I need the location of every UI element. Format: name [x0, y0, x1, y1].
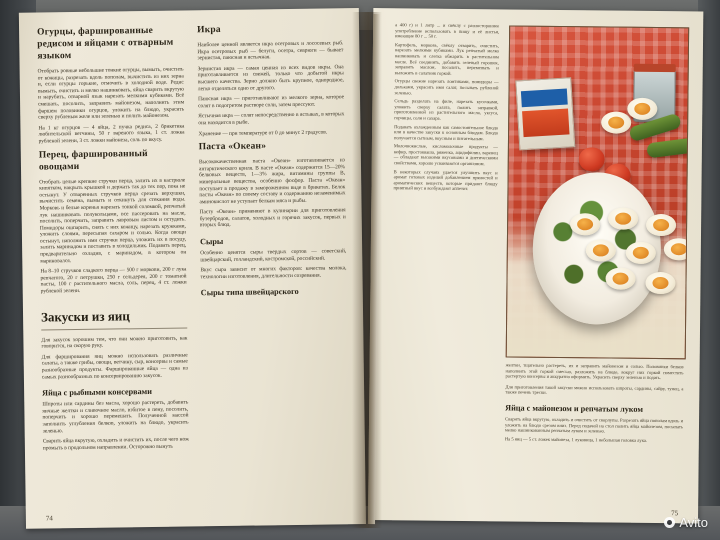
stuffed-egg — [645, 272, 675, 294]
left-page-column-1 — [37, 25, 190, 513]
photo-caption-paragraph: Для приготовления такой закуски можно использовать шпроты, сардины, сайру, тунец, а также печень трески. — [505, 384, 684, 396]
stuffed-egg — [626, 242, 656, 264]
recipe-heading-cheese: Сыры — [199, 237, 224, 247]
recipe-ingredients: На 5 яиц — 5 ст. ложек майонеза, 1 луковица, 1 небольшая головка лука. — [504, 436, 648, 443]
box-label-red — [522, 108, 569, 137]
recipe-heading-eggs-with-fish: Яйца с рыбными консервами — [42, 387, 153, 398]
page-paragraph: Подавать охлажденным как самостоятельное блюдо или в качестве закуски к основным блюдам. Блюдо получается сытным, вкусным и питательным. — [393, 123, 499, 141]
photo-caption-paragraph: желтки, тщательно растереть, их и заправить майонезом и солью. Половинки белков наполнить этой горкой смесью, разложить на блюде, вокруг них горкой поместить растертую консервы и аккуратно оформить. Украсить сверху зеленью и подать. — [505, 362, 684, 381]
page-paragraph: Молочнокислые, кисломолочные продукты — кефир, простокваша, ряженка, ацидофилин, варенец — обладают высокими вкусовыми и диетическими свойствами, хорошо усваиваются организмом. — [393, 143, 498, 167]
recipe-paragraph: Особенно ценятся сыры твердых сортов — советский, швейцарский, голландский, костромской, российский. — [200, 248, 347, 263]
egg-half — [627, 98, 657, 120]
stuffed-egg — [570, 213, 600, 235]
stuffed-egg — [664, 238, 689, 260]
egg-filling — [652, 277, 668, 289]
egg-filling — [615, 213, 631, 225]
stuffed-egg — [608, 207, 638, 229]
recipe-heading-caviar: Икра — [197, 24, 221, 36]
jar-cap — [634, 64, 676, 72]
page-paragraph: Сельдь разделать на филе, нарезать кусочками, уложить сверху салата, полить заправкой, приготовленной из растительного масла, уксуса, горчицы, соли и сахара. — [394, 98, 499, 121]
book-page-left — [19, 8, 366, 529]
page-number-left: 74 — [45, 514, 53, 523]
avito-logo-icon — [664, 517, 675, 528]
recipe-paragraph: Зернистая икра — самая ценная из всех видов икры. Она приготавливается из свежей, только что добытой икры высшего качества. Зерно должно быть крупное, однородное, легко отделяться одно от другого. — [197, 64, 344, 92]
book-page-right — [368, 8, 703, 523]
egg-half — [601, 111, 631, 133]
watermark — [664, 515, 708, 530]
egg-filling — [671, 243, 687, 255]
recipe-heading-swiss-cheese: Сыры типа швейцарского — [200, 287, 299, 298]
egg-filling — [653, 219, 669, 231]
recipe-heading-cucumbers: Огурцы, фаршированные редисом и яйцами с отварным языком — [37, 25, 174, 62]
recipe-ingredients: На 1 кг огурцов — 4 яйца, 2 пучка редиса, 2 брикетика любительской ветчины, 50 г вареного языка, 1 ст. ложка рубленой зелени, 3 ст. ложки майонеза, соль по вкусу. — [38, 123, 185, 145]
recipe-paragraph: Высококачественная паста «Океан» изготавливается из антарктического криля. В пасте «Океан» содержится 15—20% белковых веществ, 1—3% жира, витамины группы В, минеральные вещества, особенно фосфор. Паста «Океан» поступает в продажу в замороженном виде в брикетах. Белок пасты «Океан» по своему составу и содержанию незаменимых аминокислот не уступает белкам мяса и рыбы. — [198, 157, 346, 205]
page-paragraph: В некоторых случаях удается улучшить вкус и аромат готовых изделий добавлением пряностей и ароматических веществ, которые придают блюду приятный вкус и возбуждают аппетит. — [393, 168, 498, 192]
watermark-text: Avito — [679, 515, 708, 530]
recipe-paragraph: Отобрать целые крепкие стручки перца, залить их в кастрюле кипятком, накрыть крышкой и держать так до тех пор, пока не остынут. У отваренных стручков перца срезать верхушки, вычистить семена, вымыть и откинуть для стекания воды. Морковь и белые коренья нарезать тонкой соломкой, репчатый лук нашинковать полукольцами, все пассеровать на масле, посолить, поперчить, заправить лавровым листом и остудить. Помидоры ошпарить, снять с них кожицу, нарезать кружками, уложить слоями, пересыпая сахаром и солью. Когда овощи остынут, наполнить ими стручки перца, уложить их в посуду, залить маринадом и поставить в холодильник. Подавать перец, предварительно охладив, с маринадом, в котором он мариновался. — [39, 177, 187, 265]
egg-filling — [577, 218, 593, 230]
recipe-paragraph: Сварить яйца вкрутую, охладить и очистить их, после чего нож промыть в продольном направлении. Осторожно вынуть — [42, 436, 189, 452]
page-paragraph: Картофель, морковь, свёклу отварить, очистить, нарезать мелкими кубиками. Лук репчатый мелко нашинковать и слегка обжарить в растительном масле. Всё соединить, добавить зеленый горошек, заправить маслом, посолить, перемешать и выложить в салатник горкой. — [394, 42, 500, 76]
page-paragraph: Огурцы свежие нарезать ломтиками, помидоры — дольками, украсить ими салат, посыпать рубленой зеленью. — [394, 78, 499, 95]
right-page-photo-column — [504, 23, 687, 507]
recipe-heading-pasta-okean: Паста «Океан» — [198, 141, 267, 153]
tomato — [579, 147, 605, 171]
section-divider — [41, 327, 187, 330]
open-book — [26, 8, 698, 532]
egg-filling — [612, 273, 628, 285]
stuffed-egg — [605, 267, 635, 289]
page-paragraph: а 400 г) и 1 литр ... и свёклу с разностороннее употребление использовать в пищу и её листья, имеющие 80 г ... 50 г. — [395, 22, 500, 39]
recipe-paragraph: Хранение — при температуре от 0 до минус 2 градусов. — [198, 129, 328, 137]
stuffed-egg — [646, 214, 676, 236]
recipe-paragraph: Шпроты или сардины без масла, хорошо растереть, добавить яичные желтки и сливочное масло, взбитое в пену, посолить, поперчить и хорошо перемешать. Полученной массой заполнить углубления белков, уложить на блюдо, украсить зеленью. — [42, 399, 189, 435]
egg-filling — [593, 244, 609, 256]
recipe-heading-peppers: Перец, фаршированный овощами — [38, 148, 148, 173]
recipe-paragraph: Паюсная икра — приготавливают из мелкого зерна, которое солят в подогретом растворе соли, затем прессуют. — [198, 94, 345, 110]
food-photograph — [506, 25, 689, 359]
left-page-column-2 — [197, 22, 350, 510]
section-paragraph: Для фарширования яиц можно использовать различные салаты, а также грибы, овощи, ветчину, сыр, консервы и самые разнообразные продукты. Фаршированные яйца — одна из самых разнообразных по консервированию закусок. — [41, 352, 188, 381]
recipe-heading-eggs-mayonnaise: Яйца с майонезом и репчатым луком — [505, 403, 644, 414]
recipe-paragraph: Пасту «Океан» применяют в кулинарии для приготовления бутербродов, салатов, холодных и горячих закусок, первых и вторых блюд. — [199, 207, 346, 229]
egg-yolk — [634, 103, 650, 115]
section-paragraph: Для закусок хорошим тем, что они можно приготовить, как говорится, на скорую руку. — [41, 335, 188, 350]
egg-filling — [633, 247, 649, 259]
right-page-text-column — [390, 22, 499, 505]
recipe-paragraph: Ястычная икра — солят непосредственно в ястыках, в которых она находится в рыбе. — [198, 111, 345, 127]
product-box — [515, 77, 575, 150]
stuffed-egg — [586, 239, 616, 261]
recipe-ingredients: На 8–10 стручков сладкого перца — 500 г моркови, 200 г лука репчатого, 20 г петрушки, 250 г сельдерея, 200 г томатной пасты, 100 г растительного масла, соль, перец, 4 ст. ложки рубленой зелени. — [40, 266, 187, 295]
recipe-paragraph: Сварить яйца вкрутую, охладить и очистить от скорлупы. Разрезать яйца пополам вдоль и уложить на блюдо срезом вниз. Перед подачей на стол полить яйца майонезом, посыпать мелко нашинкованным репчатым луком и зеленью. — [504, 416, 684, 434]
box-label-blue — [521, 89, 568, 108]
section-title-egg-appetizers: Закуски из яиц — [40, 307, 130, 325]
recipe-paragraph: Вкус сыра зависит от многих факторов: качества молока, технологии изготовления, длительности созревания. — [200, 265, 347, 281]
egg-yolk — [608, 116, 624, 128]
recipe-paragraph: Отобрать ровные небольшие тонкие огурцы, вымыть, очистить от кожицы, разрезать вдоль пополам, вычистить из них зерна и, если огурцы горькие, отмочить в холодной воде. Редис вымыть, очистить и мелко нашинковать, яйца сварить вкрутую и нарубить, отварной язык нарезать мелкими кубиками. Всё смешать, посолить, заправить майонезом, наполнить этим фаршем половинки огурцов, уложить на блюдо, украсить сверху рубленым желе или зеленью и полить майонезом. — [37, 66, 185, 121]
recipe-paragraph: Наиболее ценной является икра осетровых и лососевых рыб. Икра осетровых рыб — белуги, осетра, севрюги — бывает зернистая, паюсная и ястычная. — [197, 40, 344, 62]
page-number-right: 75 — [671, 509, 679, 518]
